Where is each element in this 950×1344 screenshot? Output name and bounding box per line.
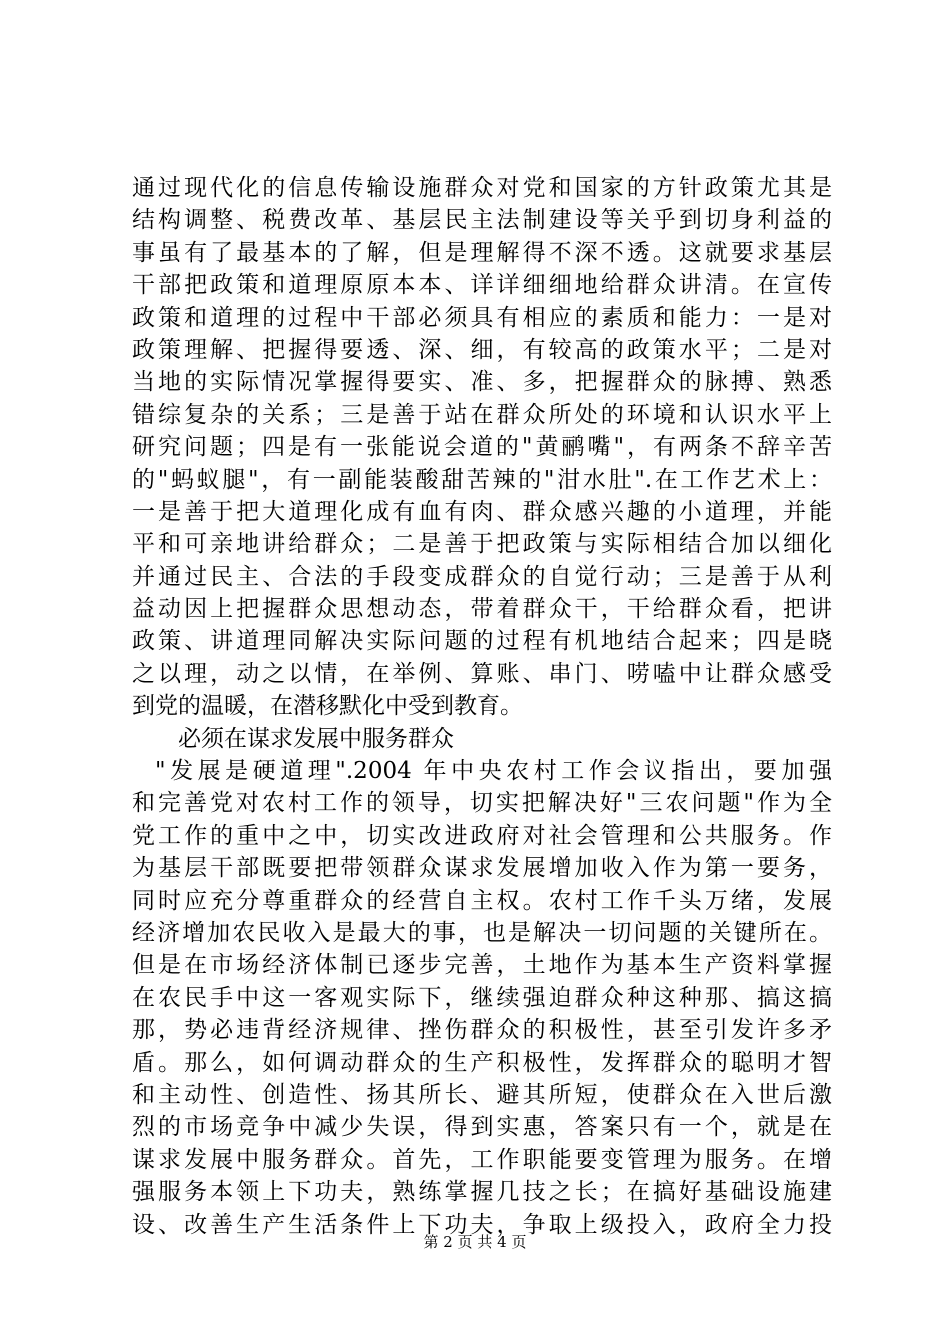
text-line: 谋求发展中服务群众。首先，工作职能要变管理为服务。在增 [132, 1146, 832, 1173]
text-line: 但是在市场经济体制已逐步完善，土地作为基本生产资料掌握 [132, 952, 832, 979]
text-line: 当地的实际情况掌握得要实、准、多，把握群众的脉搏、熟悉 [132, 369, 832, 396]
text-line: 错综复杂的关系；三是善于站在群众所处的环境和认识水平上 [132, 401, 832, 428]
text-line: 研究问题；四是有一张能说会道的"黄鹂嘴"，有两条不辞辛苦 [132, 434, 832, 461]
text-line: 之以理，动之以情，在举例、算账、串门、唠嗑中让群众感受 [132, 660, 832, 687]
text-line: 政策和道理的过程中干部必须具有相应的素质和能力：一是对 [132, 304, 832, 331]
section-heading: 必须在谋求发展中服务群众 [178, 725, 454, 752]
text-line: 政策理解、把握得要透、深、细，有较高的政策水平；二是对 [132, 336, 832, 363]
text-line: 经济增加农民收入是最大的事，也是解决一切问题的关键所在。 [132, 919, 832, 946]
text-line: 平和可亲地讲给群众；二是善于把政策与实际相结合加以细化 [132, 531, 832, 558]
body-text [132, 172, 832, 1241]
text-line: 在农民手中这一客观实际下，继续强迫群众种这种那、搞这搞 [132, 984, 832, 1011]
text-line: 干部把政策和道理原原本本、详详细细地给群众讲清。在宣传 [132, 272, 832, 299]
text-line: 为基层干部既要把带领群众谋求发展增加收入作为第一要务， [132, 855, 832, 882]
page-number-footer: 第 2 页 共 4 页 [423, 1233, 527, 1251]
text-line: 政策、讲道理同解决实际问题的过程有机地结合起来；四是晓 [132, 628, 832, 655]
text-line: 益动因上把握群众思想动态，带着群众干，干给群众看，把讲 [132, 596, 832, 623]
text-line: 结构调整、税费改革、基层民主法制建设等关乎到切身利益的 [132, 207, 832, 234]
text-line: 的"蚂蚁腿"，有一副能装酸甜苦辣的"泔水肚".在工作艺术上： [132, 466, 832, 493]
text-line: 强服务本领上下功夫，熟练掌握几技之长；在搞好基础设施建 [132, 1179, 832, 1206]
text-line: 事虽有了最基本的了解，但是理解得不深不透。这就要求基层 [132, 239, 832, 266]
text-line: 党工作的重中之中，切实改进政府对社会管理和公共服务。作 [132, 822, 832, 849]
text-line: "发展是硬道理".2004 年中央农村工作会议指出，要加强 [155, 758, 832, 785]
text-line: 和完善党对农村工作的领导，切实把解决好"三农问题"作为全 [132, 790, 832, 817]
text-line: 并通过民主、合法的手段变成群众的自觉行动；三是善于从利 [132, 563, 832, 590]
text-line: 同时应充分尊重群众的经营自主权。农村工作千头万绪，发展 [132, 887, 832, 914]
text-line: 通过现代化的信息传输设施群众对党和国家的方针政策尤其是 [132, 175, 832, 201]
text-line: 盾。那么，如何调动群众的生产积极性，发挥群众的聪明才智 [132, 1049, 832, 1076]
text-line: 烈的市场竞争中减少失误，得到实惠，答案只有一个，就是在 [132, 1114, 832, 1141]
text-line: 那，势必违背经济规律、挫伤群众的积极性，甚至引发许多矛 [132, 1017, 832, 1044]
text-line: 设、改善生产生活条件上下功夫，争取上级投入，政府全力投 [132, 1211, 832, 1238]
text-line: 到党的温暖，在潜移默化中受到教育。 [132, 693, 523, 720]
text-line: 和主动性、创造性、扬其所长、避其所短，使群众在入世后激 [132, 1081, 832, 1108]
text-line: 一是善于把大道理化成有血有肉、群众感兴趣的小道理，并能 [132, 498, 832, 525]
